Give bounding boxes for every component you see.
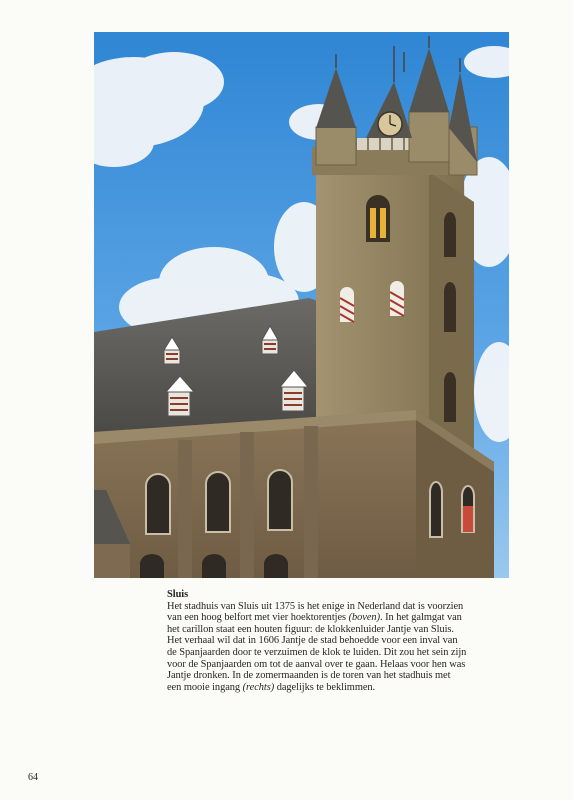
caption-body xyxy=(167,601,467,694)
caption-text: dagelijks te beklimmen. xyxy=(274,681,376,693)
caption-ref-boven: (boven) xyxy=(348,612,380,624)
caption-text: Het stadhuis van Sluis uit 1375 is het enige in Nederland dat is voorzien van een hoog belfort met vier hoektorentjes xyxy=(167,600,464,624)
caption-title: Sluis xyxy=(167,589,189,600)
bell-tower-photo xyxy=(94,32,509,578)
caption xyxy=(167,589,467,693)
caption-ref-rechts: (rechts) xyxy=(242,681,275,693)
caption-text: . In het galmgat van het carillon staat een houten figuur: de klokkenluider Jantje van Sluis. Het verhaal wil dat in 1606 Jantje de stad behoedde voor een inval van de Spanjaarden door te verzuimen de klok te luiden. Dit zou het sein zijn voor de Spanjaarden om tot de aanval over te gaan. Helaas voor hen was Jantje dronken. In de zomermaanden is de toren van het stadhuis met een mooie ingang xyxy=(167,612,467,693)
page-number: 64 xyxy=(28,772,38,783)
